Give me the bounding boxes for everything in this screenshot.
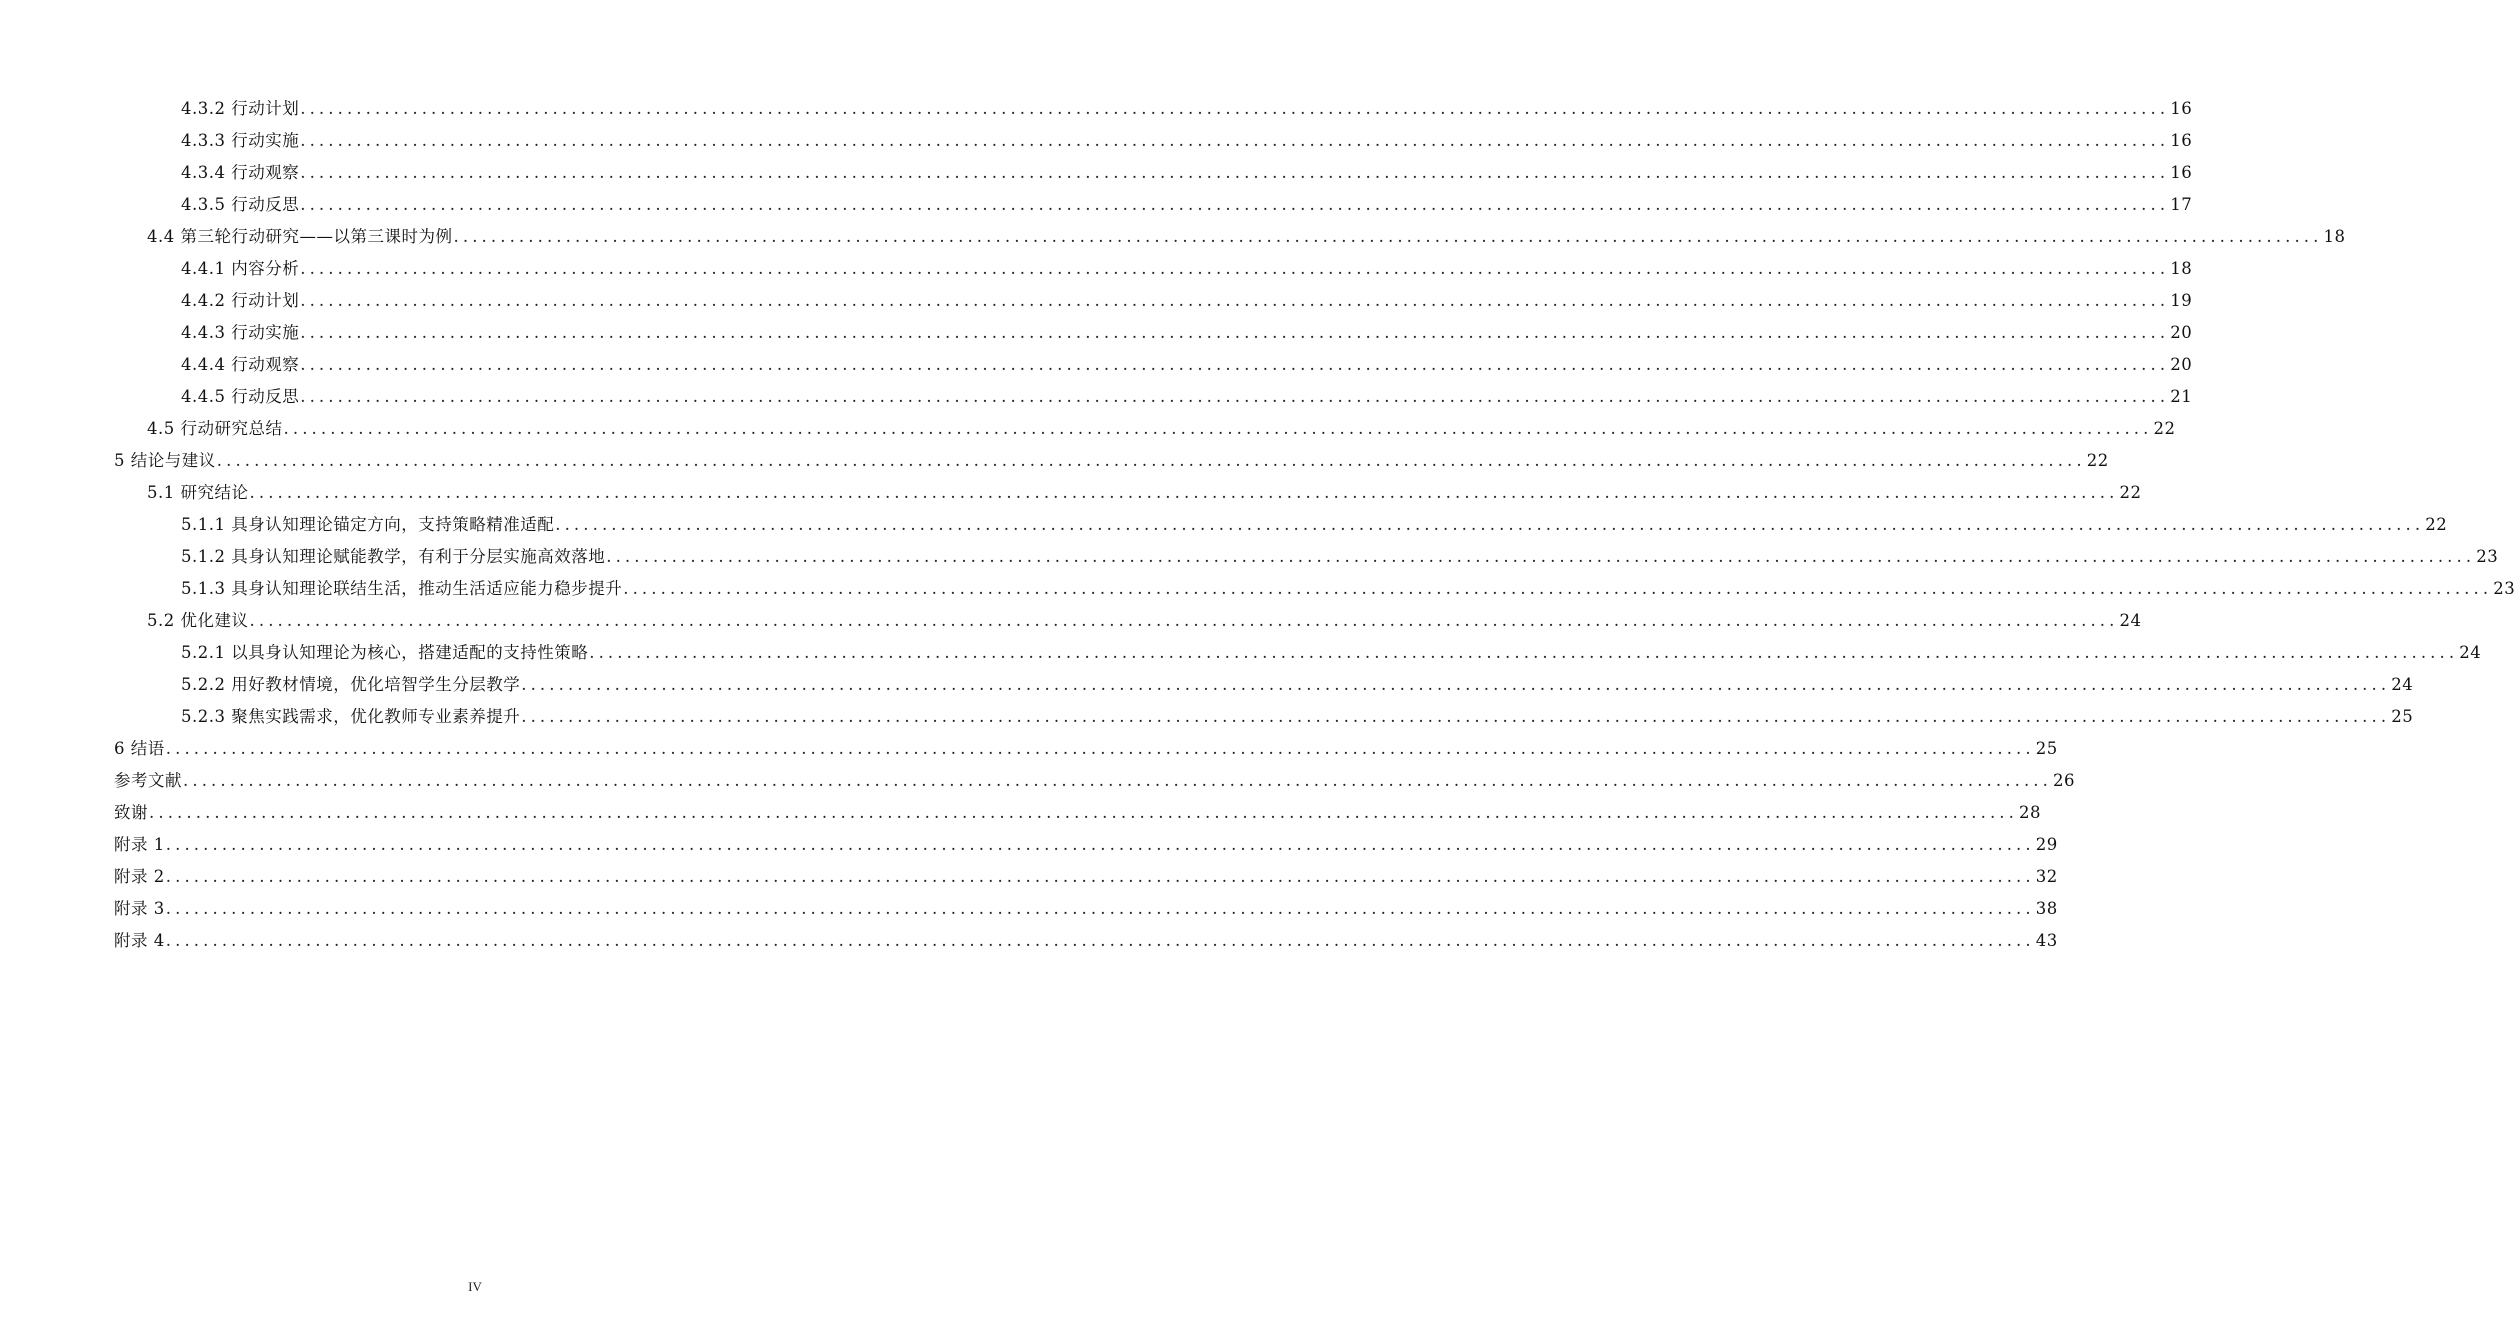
toc-entry[interactable] — [0, 573, 2515, 605]
toc-entry[interactable] — [0, 317, 2193, 349]
toc-entry-title: 4.4.5 行动反思 — [181, 387, 300, 406]
toc-entry-title: 附录 1 — [114, 835, 165, 854]
toc-entry-title: 4.3.2 行动计划 — [181, 99, 300, 118]
toc-dot-leader: ........................................................................................................................................................................................................ — [149, 803, 2018, 822]
toc-entry-title: 5.2.1 以具身认知理论为核心，搭建适配的支持性策略 — [181, 643, 589, 662]
toc-entry-page: 43 — [2035, 931, 2058, 950]
page-number: IV — [468, 1279, 482, 1294]
toc-entry[interactable] — [0, 125, 2193, 157]
toc-entry-page: 38 — [2035, 899, 2058, 918]
toc-dot-leader: ........................................................................................................................................................................................................ — [249, 483, 2119, 502]
toc-entry[interactable] — [0, 445, 2109, 477]
toc-entry[interactable] — [0, 157, 2193, 189]
toc-entry-title: 4.3.3 行动实施 — [181, 131, 300, 150]
toc-dot-leader: ........................................................................................................................................................................................................ — [300, 259, 2170, 278]
toc-entry-page: 32 — [2035, 867, 2058, 886]
toc-dot-leader: ........................................................................................................................................................................................................ — [606, 547, 2476, 566]
toc-dot-leader: ........................................................................................................................................................................................................ — [283, 419, 2153, 438]
toc-dot-leader: ........................................................................................................................................................................................................ — [300, 131, 2170, 150]
toc-dot-leader: ........................................................................................................................................................................................................ — [249, 611, 2119, 630]
toc-entry[interactable] — [0, 701, 2414, 733]
toc-entry[interactable] — [0, 509, 2448, 541]
toc-entry-title: 5.2.2 用好教材情境，优化培智学生分层教学 — [181, 675, 521, 694]
toc-dot-leader: ........................................................................................................................................................................................................ — [165, 931, 2035, 950]
toc-entry-page: 24 — [2119, 611, 2142, 630]
toc-entry[interactable] — [0, 189, 2193, 221]
toc-entry-page: 21 — [2170, 387, 2193, 406]
toc-entry-title: 4.4.2 行动计划 — [181, 291, 300, 310]
toc-entry-page: 24 — [2459, 643, 2482, 662]
toc-entry-title: 4.4 第三轮行动研究——以第三课时为例 — [147, 227, 453, 246]
toc-entry-title: 6 结语 — [114, 739, 165, 758]
toc-dot-leader: ........................................................................................................................................................................................................ — [555, 515, 2425, 534]
toc-entry-title: 4.3.4 行动观察 — [181, 163, 300, 182]
toc-entry[interactable] — [0, 797, 2041, 829]
toc-entry-page: 18 — [2323, 227, 2346, 246]
toc-entry[interactable] — [0, 861, 2058, 893]
toc-entry[interactable] — [0, 285, 2193, 317]
toc-entry-title: 5.1.3 具身认知理论联结生活，推动生活适应能力稳步提升 — [181, 579, 623, 598]
toc-entry[interactable] — [0, 349, 2193, 381]
toc-entry[interactable] — [0, 221, 2346, 253]
toc-dot-leader: ........................................................................................................................................................................................................ — [183, 771, 2052, 790]
toc-dot-leader: ........................................................................................................................................................................................................ — [300, 99, 2170, 118]
toc-entry-title: 4.4.1 内容分析 — [181, 259, 300, 278]
toc-entry-page: 23 — [2493, 579, 2515, 598]
toc-dot-leader: ........................................................................................................................................................................................................ — [589, 643, 2459, 662]
toc-entry-title: 附录 2 — [114, 867, 165, 886]
toc-entry-page: 24 — [2391, 675, 2414, 694]
toc-dot-leader: ........................................................................................................................................................................................................ — [300, 163, 2170, 182]
toc-entry-page: 25 — [2035, 739, 2058, 758]
toc-entry-title: 附录 4 — [114, 931, 165, 950]
toc-entry-page: 26 — [2052, 771, 2075, 790]
toc-entry-title: 4.4.3 行动实施 — [181, 323, 300, 342]
toc-entry-title: 5 结论与建议 — [114, 451, 216, 470]
toc-entry-page: 17 — [2170, 195, 2193, 214]
toc-entry-title: 5.2.3 聚焦实践需求，优化教师专业素养提升 — [181, 707, 521, 726]
toc-entry[interactable] — [0, 893, 2058, 925]
toc-entry[interactable] — [0, 381, 2193, 413]
toc-entry-page: 25 — [2391, 707, 2414, 726]
toc-entry-title: 5.1 研究结论 — [147, 483, 249, 502]
toc-entry[interactable] — [0, 733, 2058, 765]
toc-dot-leader: ........................................................................................................................................................................................................ — [300, 291, 2170, 310]
toc-entry[interactable] — [0, 765, 2075, 797]
toc-dot-leader: ........................................................................................................................................................................................................ — [216, 451, 2086, 470]
toc-entry-page: 22 — [2153, 419, 2176, 438]
toc-entry-title: 参考文献 — [114, 771, 182, 790]
toc-entry-title: 5.1.2 具身认知理论赋能教学，有利于分层实施高效落地 — [181, 547, 606, 566]
toc-entry-page: 22 — [2086, 451, 2109, 470]
toc-dot-leader: ........................................................................................................................................................................................................ — [453, 227, 2323, 246]
toc-entry-title: 4.5 行动研究总结 — [147, 419, 283, 438]
toc-dot-leader: ........................................................................................................................................................................................................ — [521, 675, 2391, 694]
toc-entry[interactable] — [0, 253, 2193, 285]
toc-entry-title: 致谢 — [114, 803, 148, 822]
toc-dot-leader: ........................................................................................................................................................................................................ — [165, 867, 2035, 886]
toc-dot-leader: ........................................................................................................................................................................................................ — [165, 899, 2035, 918]
toc-dot-leader: ........................................................................................................................................................................................................ — [165, 835, 2035, 854]
toc-entry-page: 19 — [2170, 291, 2193, 310]
toc-entry-page: 16 — [2170, 131, 2193, 150]
toc-entry[interactable] — [0, 413, 2176, 445]
toc-entry-page: 16 — [2170, 163, 2193, 182]
toc-dot-leader: ........................................................................................................................................................................................................ — [521, 707, 2391, 726]
toc-entry[interactable] — [0, 477, 2142, 509]
toc-entry-page: 28 — [2018, 803, 2041, 822]
toc-entry-page: 23 — [2476, 547, 2499, 566]
toc-dot-leader: ........................................................................................................................................................................................................ — [623, 579, 2493, 598]
toc-entry-page: 20 — [2170, 355, 2193, 374]
toc-entry[interactable] — [0, 925, 2058, 957]
toc-entry-page: 20 — [2170, 323, 2193, 342]
toc-dot-leader: ........................................................................................................................................................................................................ — [300, 323, 2170, 342]
table-of-contents — [0, 93, 2515, 957]
toc-entry-title: 附录 3 — [114, 899, 165, 918]
toc-entry-page: 18 — [2170, 259, 2193, 278]
toc-entry-title: 5.1.1 具身认知理论锚定方向，支持策略精准适配 — [181, 515, 555, 534]
toc-dot-leader: ........................................................................................................................................................................................................ — [165, 739, 2035, 758]
toc-entry-page: 22 — [2119, 483, 2142, 502]
toc-entry-page: 22 — [2425, 515, 2448, 534]
toc-dot-leader: ........................................................................................................................................................................................................ — [300, 195, 2170, 214]
toc-entry-title: 4.4.4 行动观察 — [181, 355, 300, 374]
toc-entry-title: 5.2 优化建议 — [147, 611, 249, 630]
toc-dot-leader: ........................................................................................................................................................................................................ — [300, 355, 2170, 374]
toc-dot-leader: ........................................................................................................................................................................................................ — [300, 387, 2170, 406]
toc-entry[interactable] — [0, 541, 2499, 573]
toc-entry[interactable] — [0, 93, 2193, 125]
toc-entry-page: 29 — [2035, 835, 2058, 854]
toc-entry[interactable] — [0, 669, 2414, 701]
toc-entry-title: 4.3.5 行动反思 — [181, 195, 300, 214]
toc-entry[interactable] — [0, 829, 2058, 861]
toc-entry-page: 16 — [2170, 99, 2193, 118]
toc-entry[interactable] — [0, 637, 2482, 669]
toc-entry[interactable] — [0, 605, 2142, 637]
